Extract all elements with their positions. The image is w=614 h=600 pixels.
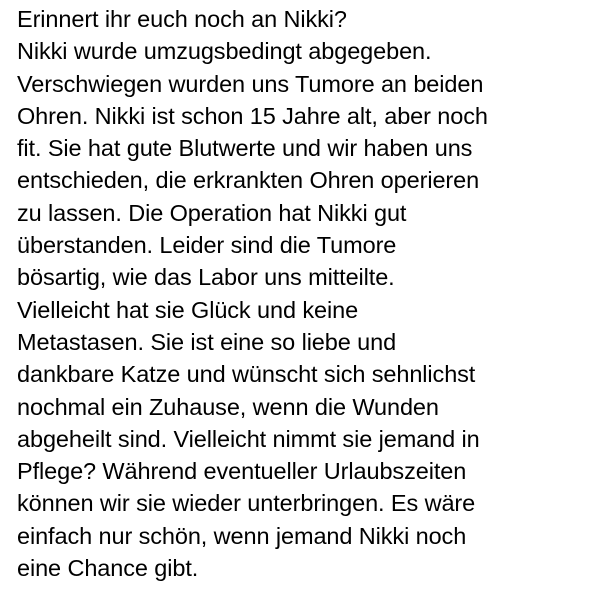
text-line: nochmal ein Zuhause, wenn die Wunden xyxy=(17,393,439,420)
text-line: Metastasen. Sie ist eine so liebe und xyxy=(17,328,397,355)
text-line: eine Chance gibt. xyxy=(17,555,199,582)
text-line: Vielleicht hat sie Glück und keine xyxy=(17,296,359,323)
text-line: Nikki wurde umzugsbedingt abgegeben. xyxy=(17,38,432,65)
text-line: Pflege? Während eventueller Urlaubszeiten xyxy=(17,458,467,485)
text-line: Ohren. Nikki ist schon 15 Jahre alt, aber noch xyxy=(17,102,488,129)
text-line: können wir sie wieder unterbringen. Es wäre xyxy=(17,490,476,517)
text-line: bösartig, wie das Labor uns mitteilte. xyxy=(17,264,395,291)
text-line: fit. Sie hat gute Blutwerte und wir haben uns xyxy=(17,135,473,162)
text-line: abgeheilt sind. Vielleicht nimmt sie jemand in xyxy=(17,425,480,452)
text-line: überstanden. Leider sind die Tumore xyxy=(17,232,397,259)
text-line: Erinnert ihr euch noch an Nikki? xyxy=(17,6,347,32)
text-line: einfach nur schön, wenn jemand Nikki noch xyxy=(17,522,467,549)
text-line: zu lassen. Die Operation hat Nikki gut xyxy=(17,199,407,226)
text-line: Verschwiegen wurden uns Tumore an beiden xyxy=(17,70,484,97)
text-line: dankbare Katze und wünscht sich sehnlichst xyxy=(17,361,476,388)
text-line: entschieden, die erkrankten Ohren operieren xyxy=(17,167,480,194)
